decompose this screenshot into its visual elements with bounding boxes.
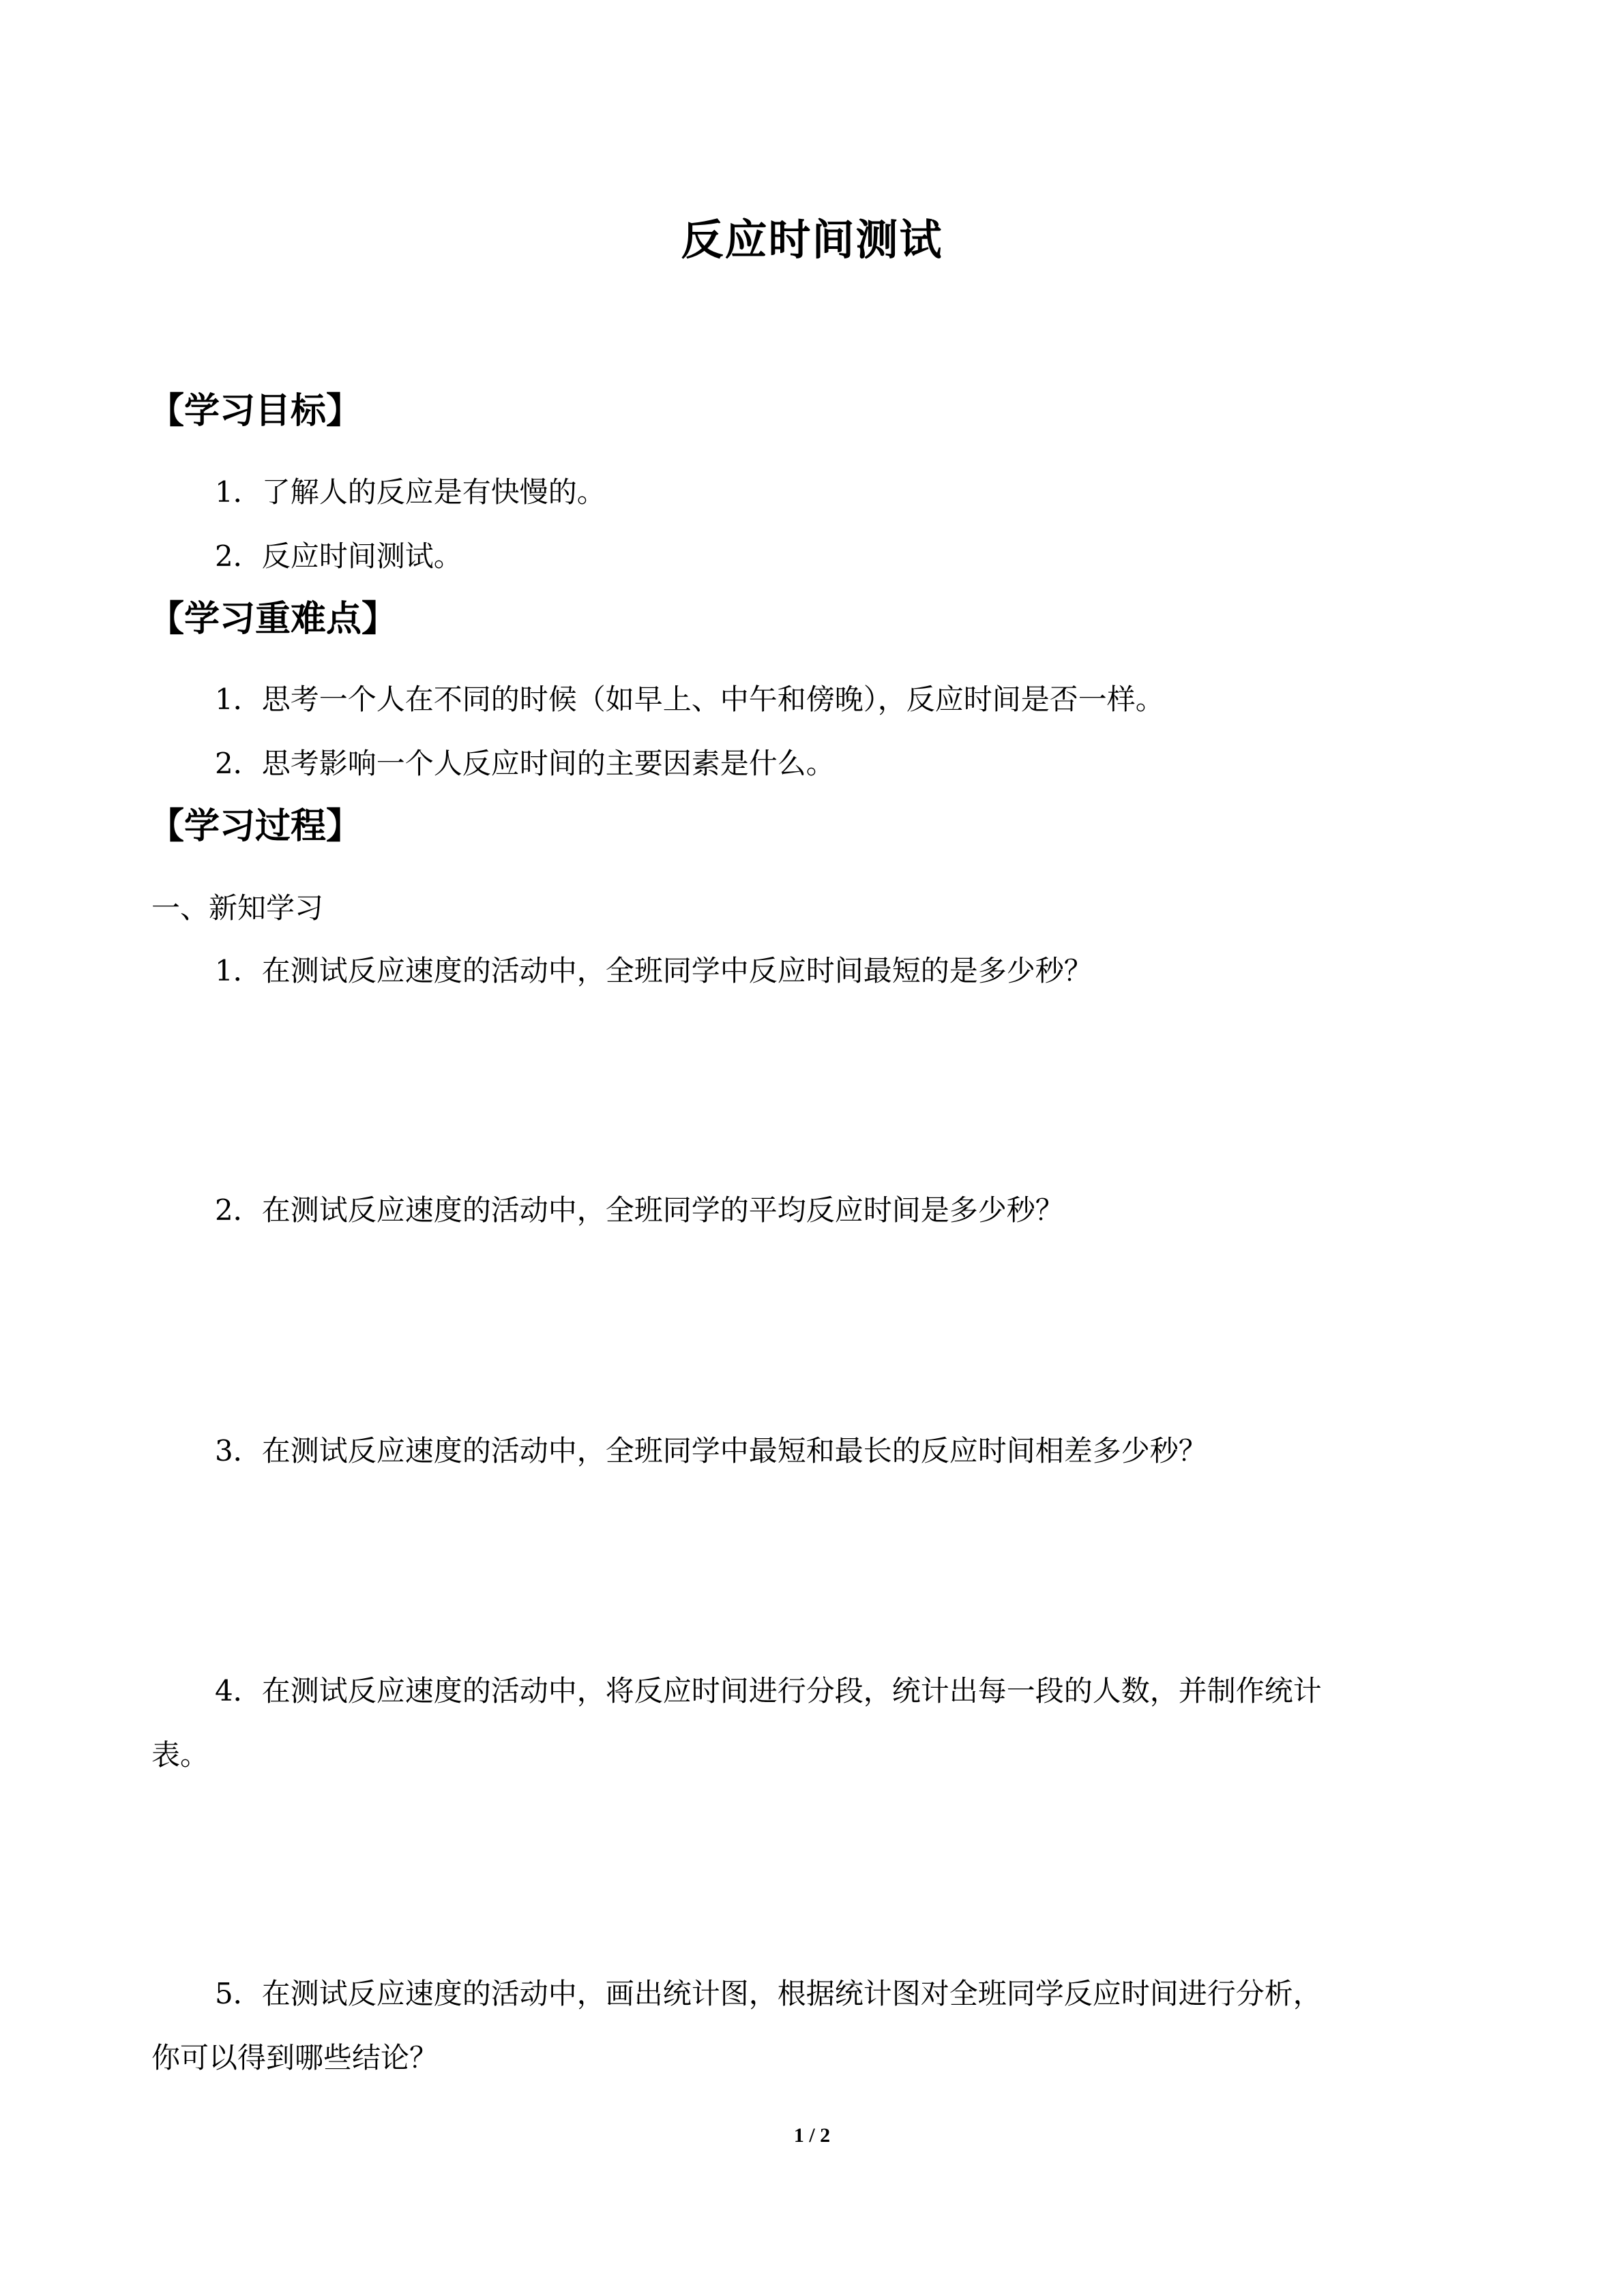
question-5-line-2: 你可以得到哪些结论？ (151, 2041, 439, 2074)
objective-item-1: 1．了解人的反应是有快慢的。 (215, 475, 606, 509)
key-point-item-1: 1．思考一个人在不同的时候（如早上、中午和傍晚），反应时间是否一样。 (215, 683, 1164, 716)
process-subheading: 一、新知学习 (151, 891, 324, 925)
objectives-heading: 【学习目标】 (149, 391, 362, 432)
process-heading: 【学习过程】 (149, 806, 362, 847)
question-1: 1．在测试反应速度的活动中，全班同学中反应时间最短的是多少秒？ (215, 954, 1093, 987)
question-3: 3．在测试反应速度的活动中，全班同学中最短和最长的反应时间相差多少秒？ (215, 1434, 1207, 1467)
question-2: 2．在测试反应速度的活动中，全班同学的平均反应时间是多少秒？ (215, 1193, 1064, 1227)
key-points-heading: 【学习重难点】 (149, 599, 398, 640)
document-title: 反应时间测试 (681, 215, 943, 265)
question-4-line-1: 4．在测试反应速度的活动中，将反应时间进行分段，统计出每一段的人数，并制作统计 (215, 1674, 1322, 1708)
page-number: 1 / 2 (793, 2124, 831, 2147)
question-5-line-1: 5．在测试反应速度的活动中，画出统计图，根据统计图对全班同学反应时间进行分析， (215, 1977, 1322, 2010)
question-4-line-2: 表。 (151, 1738, 209, 1772)
objective-item-2: 2．反应时间测试。 (215, 539, 462, 573)
key-point-item-2: 2．思考影响一个人反应时间的主要因素是什么。 (215, 747, 835, 780)
